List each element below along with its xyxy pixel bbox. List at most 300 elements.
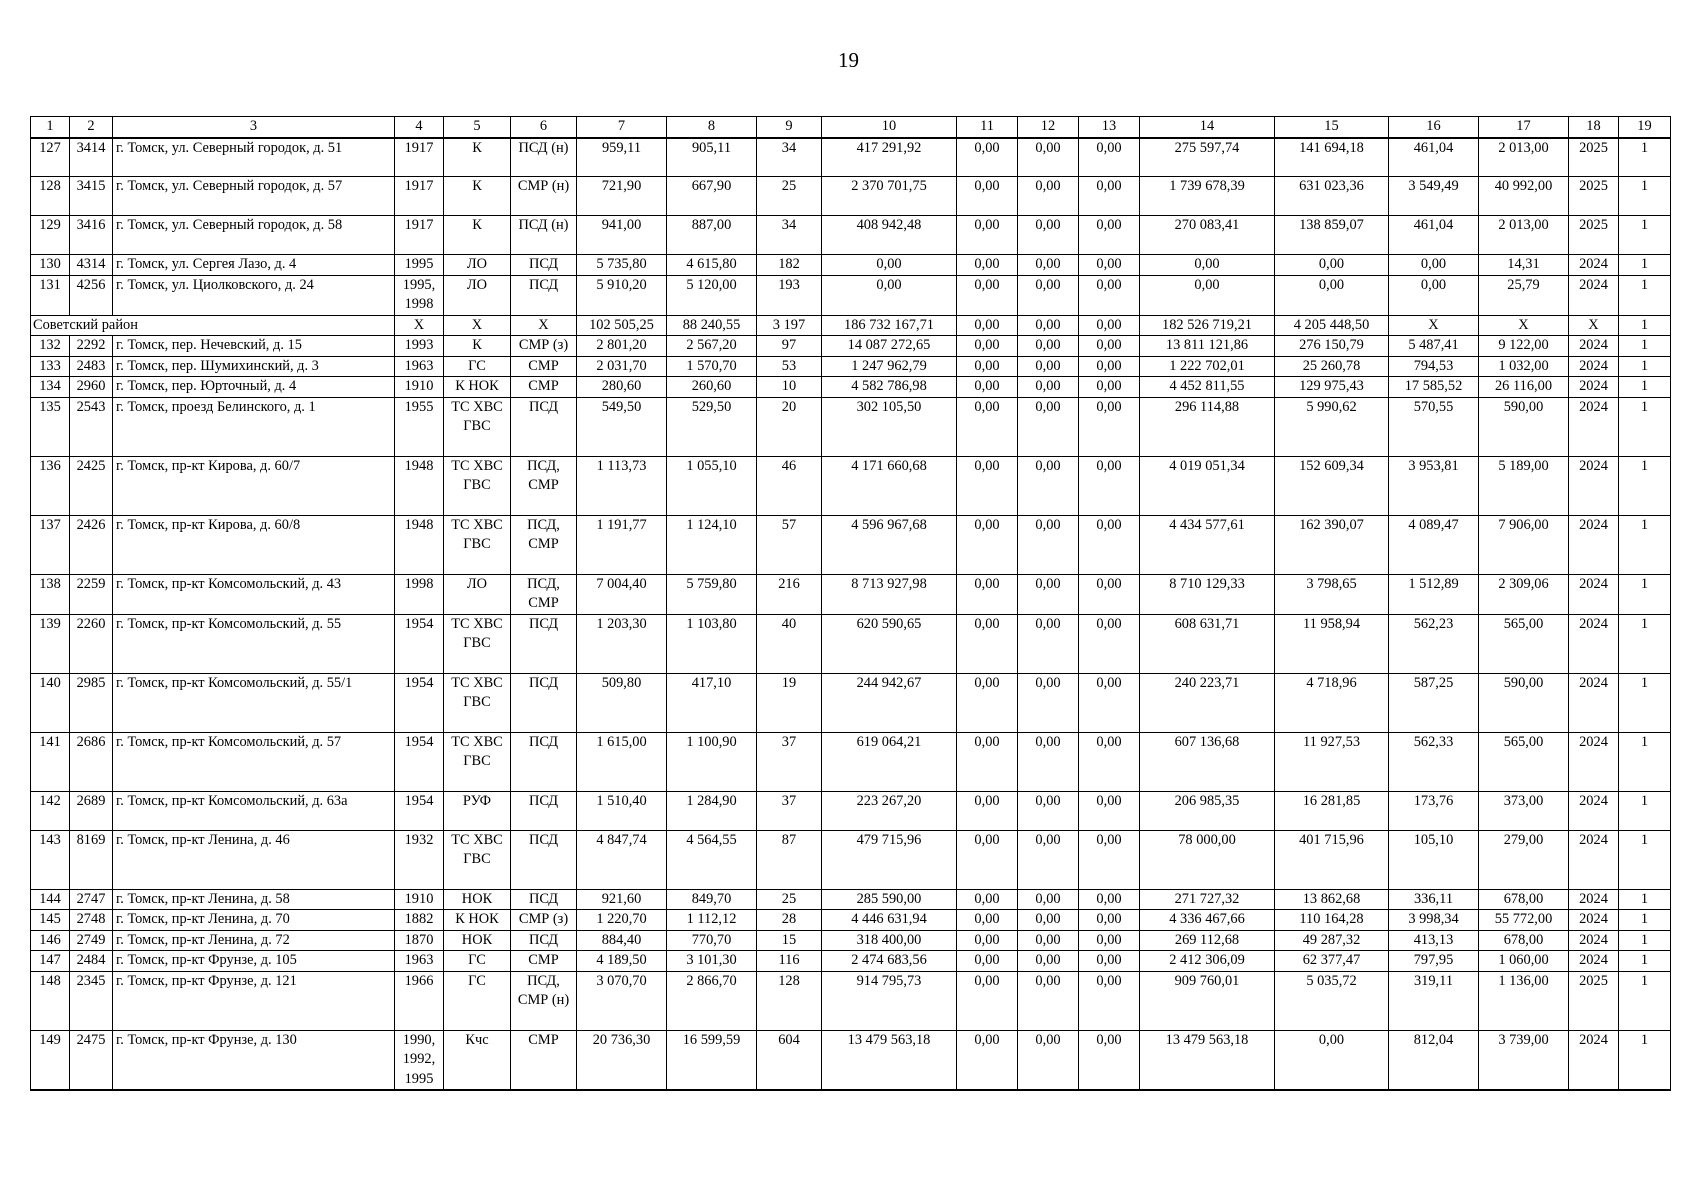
table-cell: 147	[31, 951, 70, 972]
table-cell: 128	[31, 177, 70, 216]
table-cell: 2475	[70, 1030, 113, 1090]
table-cell: 2 567,20	[667, 336, 757, 357]
table-cell: Х	[395, 315, 444, 336]
table-cell: 2024	[1569, 255, 1619, 276]
table-row	[31, 456, 1671, 515]
table-cell: 2024	[1569, 336, 1619, 357]
table-cell: 1 100,90	[667, 732, 757, 791]
table-cell: ТС ХВС ГВС	[444, 732, 511, 791]
table-cell: 37	[757, 732, 822, 791]
table-cell: 0,00	[1140, 255, 1275, 276]
table-cell: 152 609,34	[1275, 456, 1389, 515]
table-cell: 0,00	[957, 336, 1018, 357]
table-cell: 1932	[395, 830, 444, 889]
column-number: 5	[444, 117, 511, 138]
table-cell: 608 631,71	[1140, 614, 1275, 673]
table-cell: 0,00	[957, 830, 1018, 889]
table-cell: 1	[1619, 275, 1671, 315]
table-cell: Х	[444, 315, 511, 336]
address-cell: г. Томск, пр-кт Комсомольский, д. 63а	[113, 791, 395, 830]
table-cell: 0,00	[1079, 1030, 1140, 1090]
column-number: 13	[1079, 117, 1140, 138]
table-cell: СМР (н)	[511, 177, 577, 216]
table-cell: 3 798,65	[1275, 574, 1389, 614]
table-row	[31, 732, 1671, 791]
table-cell: 193	[757, 275, 822, 315]
table-cell: 144	[31, 889, 70, 910]
table-cell: 770,70	[667, 930, 757, 951]
address-cell: г. Томск, пр-кт Кирова, д. 60/8	[113, 515, 395, 574]
table-cell: 408 942,48	[822, 216, 957, 255]
table-cell: 0,00	[1389, 255, 1479, 276]
table-cell: 1	[1619, 138, 1671, 177]
table-cell: 105,10	[1389, 830, 1479, 889]
table-row	[31, 791, 1671, 830]
table-cell: 0,00	[1079, 255, 1140, 276]
table-cell: 25,79	[1479, 275, 1569, 315]
table-cell: 1	[1619, 216, 1671, 255]
table-cell: 4 336 467,66	[1140, 910, 1275, 931]
table-cell: К	[444, 177, 511, 216]
table-cell: 57	[757, 515, 822, 574]
table-cell: 25	[757, 177, 822, 216]
table-cell: 302 105,50	[822, 397, 957, 456]
table-cell: 11 927,53	[1275, 732, 1389, 791]
table-cell: 0,00	[957, 574, 1018, 614]
address-cell: г. Томск, пр-кт Комсомольский, д. 43	[113, 574, 395, 614]
table-cell: ПСД	[511, 732, 577, 791]
table-cell: 3 998,34	[1389, 910, 1479, 931]
table-cell: 0,00	[1079, 397, 1140, 456]
table-cell: 1 112,12	[667, 910, 757, 931]
table-cell: 269 112,68	[1140, 930, 1275, 951]
table-cell: 138	[31, 574, 70, 614]
table-cell: 0,00	[1079, 315, 1140, 336]
table-cell: СМР	[511, 951, 577, 972]
table-cell: 2025	[1569, 216, 1619, 255]
table-cell: 5 990,62	[1275, 397, 1389, 456]
table-cell: 549,50	[577, 397, 667, 456]
table-cell: 2960	[70, 377, 113, 398]
table-cell: 1 060,00	[1479, 951, 1569, 972]
table-cell: 1	[1619, 889, 1671, 910]
table-cell: 49 287,32	[1275, 930, 1389, 951]
table-cell: 13 479 563,18	[1140, 1030, 1275, 1090]
table-cell: 142	[31, 791, 70, 830]
table-cell: 143	[31, 830, 70, 889]
table-cell: 133	[31, 356, 70, 377]
table-cell: НОК	[444, 930, 511, 951]
table-cell: 270 083,41	[1140, 216, 1275, 255]
table-cell: 1 510,40	[577, 791, 667, 830]
table-row	[31, 377, 1671, 398]
table-cell: 5 120,00	[667, 275, 757, 315]
table-cell: 34	[757, 216, 822, 255]
table-row	[31, 830, 1671, 889]
table-cell: 1 284,90	[667, 791, 757, 830]
table-cell: 1 203,30	[577, 614, 667, 673]
table-cell: 2024	[1569, 275, 1619, 315]
table-cell: ПСД	[511, 791, 577, 830]
table-cell: 812,04	[1389, 1030, 1479, 1090]
table-cell: 2 013,00	[1479, 138, 1569, 177]
table-cell: 0,00	[1079, 732, 1140, 791]
table-row	[31, 515, 1671, 574]
table-cell: 0,00	[1018, 336, 1079, 357]
table-cell: 1	[1619, 910, 1671, 931]
table-cell: 336,11	[1389, 889, 1479, 910]
column-number: 12	[1018, 117, 1079, 138]
column-number: 7	[577, 117, 667, 138]
table-cell: 1955	[395, 397, 444, 456]
table-cell: 37	[757, 791, 822, 830]
table-cell: 0,00	[1018, 889, 1079, 910]
table-cell: 797,95	[1389, 951, 1479, 972]
region-name: Советский район	[31, 315, 395, 336]
table-cell: СМР	[511, 377, 577, 398]
table-cell: 914 795,73	[822, 971, 957, 1030]
table-cell: 14 087 272,65	[822, 336, 957, 357]
table-cell: 1917	[395, 138, 444, 177]
table-cell: 1 739 678,39	[1140, 177, 1275, 216]
table-cell: ТС ХВС ГВС	[444, 515, 511, 574]
table-cell: 3 070,70	[577, 971, 667, 1030]
table-cell: 1	[1619, 336, 1671, 357]
table-cell: 0,00	[957, 397, 1018, 456]
table-cell: ПСД, СМР (н)	[511, 971, 577, 1030]
table-cell: 97	[757, 336, 822, 357]
table-cell: 0,00	[1018, 315, 1079, 336]
table-cell: 0,00	[822, 275, 957, 315]
table-cell: 0,00	[1018, 574, 1079, 614]
table-cell: ГС	[444, 356, 511, 377]
table-cell: 0,00	[1018, 177, 1079, 216]
table-cell: 240 223,71	[1140, 673, 1275, 732]
table-cell: 26 116,00	[1479, 377, 1569, 398]
address-cell: г. Томск, пр-кт Ленина, д. 72	[113, 930, 395, 951]
table-cell: 138 859,07	[1275, 216, 1389, 255]
address-cell: г. Томск, пер. Нечевский, д. 15	[113, 336, 395, 357]
table-cell: 0,00	[1275, 1030, 1389, 1090]
table-cell: 2 309,06	[1479, 574, 1569, 614]
column-number: 2	[70, 117, 113, 138]
table-cell: 2024	[1569, 930, 1619, 951]
table-cell: ГС	[444, 951, 511, 972]
table-cell: 2 412 306,09	[1140, 951, 1275, 972]
table-cell: К НОК	[444, 910, 511, 931]
column-number: 8	[667, 117, 757, 138]
table-cell: 0,00	[1079, 971, 1140, 1030]
table-cell: Х	[1479, 315, 1569, 336]
table-cell: 25	[757, 889, 822, 910]
table-cell: 102 505,25	[577, 315, 667, 336]
table-cell: 1917	[395, 216, 444, 255]
table-cell: 1870	[395, 930, 444, 951]
table-cell: Х	[1569, 315, 1619, 336]
table-cell: 129 975,43	[1275, 377, 1389, 398]
table-cell: 2024	[1569, 951, 1619, 972]
address-cell: г. Томск, пр-кт Кирова, д. 60/7	[113, 456, 395, 515]
table-cell: 1948	[395, 456, 444, 515]
table-cell: 8169	[70, 830, 113, 889]
table-cell: 2749	[70, 930, 113, 951]
table-cell: 0,00	[1079, 275, 1140, 315]
table-cell: 0,00	[1018, 614, 1079, 673]
table-cell: 128	[757, 971, 822, 1030]
table-cell: 417,10	[667, 673, 757, 732]
column-number: 1	[31, 117, 70, 138]
table-cell: 2689	[70, 791, 113, 830]
table-cell: 0,00	[1079, 574, 1140, 614]
table-cell: 0,00	[957, 951, 1018, 972]
table-cell: ТС ХВС ГВС	[444, 673, 511, 732]
table-cell: 373,00	[1479, 791, 1569, 830]
table-cell: 5 035,72	[1275, 971, 1389, 1030]
table-row	[31, 356, 1671, 377]
table-cell: 0,00	[1079, 377, 1140, 398]
table-cell: 4 446 631,94	[822, 910, 957, 931]
table-cell: 0,00	[1140, 275, 1275, 315]
table-cell: К	[444, 336, 511, 357]
table-cell: 0,00	[1018, 255, 1079, 276]
table-cell: 0,00	[1079, 614, 1140, 673]
table-cell: 1	[1619, 971, 1671, 1030]
table-cell: 941,00	[577, 216, 667, 255]
table-row	[31, 177, 1671, 216]
table-cell: 1 512,89	[1389, 574, 1479, 614]
address-cell: г. Томск, пр-кт Ленина, д. 58	[113, 889, 395, 910]
table-cell: 0,00	[957, 910, 1018, 931]
address-cell: г. Томск, пр-кт Комсомольский, д. 55/1	[113, 673, 395, 732]
table-cell: 721,90	[577, 177, 667, 216]
table-row	[31, 930, 1671, 951]
table-cell: 78 000,00	[1140, 830, 1275, 889]
table-cell: 0,00	[1079, 951, 1140, 972]
table-cell: 587,25	[1389, 673, 1479, 732]
table-cell: 0,00	[1018, 732, 1079, 791]
table-cell: 0,00	[822, 255, 957, 276]
table-cell: 921,60	[577, 889, 667, 910]
table-cell: 2024	[1569, 732, 1619, 791]
table-row	[31, 574, 1671, 614]
table-cell: 1	[1619, 673, 1671, 732]
table-cell: 1 222 702,01	[1140, 356, 1275, 377]
table-cell: ПСД	[511, 673, 577, 732]
table-cell: 0,00	[957, 614, 1018, 673]
table-cell: 2985	[70, 673, 113, 732]
table-cell: 136	[31, 456, 70, 515]
table-cell: 565,00	[1479, 614, 1569, 673]
table-cell: 678,00	[1479, 889, 1569, 910]
table-cell: 562,33	[1389, 732, 1479, 791]
table-cell: 260,60	[667, 377, 757, 398]
table-cell: 7 004,40	[577, 574, 667, 614]
table-cell: 1 191,77	[577, 515, 667, 574]
column-number: 19	[1619, 117, 1671, 138]
housing-register-table	[30, 116, 1671, 1091]
table-cell: 2 013,00	[1479, 216, 1569, 255]
table-cell: 145	[31, 910, 70, 931]
table-cell: 0,00	[1079, 889, 1140, 910]
table-cell: 401 715,96	[1275, 830, 1389, 889]
table-cell: 0,00	[1079, 830, 1140, 889]
table-cell: ПСД	[511, 830, 577, 889]
table-cell: 20 736,30	[577, 1030, 667, 1090]
table-cell: 141	[31, 732, 70, 791]
table-row	[31, 614, 1671, 673]
table-cell: 2483	[70, 356, 113, 377]
table-cell: 0,00	[957, 889, 1018, 910]
table-cell: 0,00	[957, 275, 1018, 315]
table-cell: 3 739,00	[1479, 1030, 1569, 1090]
table-cell: ПСД, СМР	[511, 515, 577, 574]
address-cell: г. Томск, пр-кт Комсомольский, д. 55	[113, 614, 395, 673]
table-cell: 1995	[395, 255, 444, 276]
table-cell: 40 992,00	[1479, 177, 1569, 216]
table-row	[31, 255, 1671, 276]
table-cell: 1 055,10	[667, 456, 757, 515]
table-cell: 127	[31, 138, 70, 177]
table-cell: 1954	[395, 732, 444, 791]
table-cell: 182	[757, 255, 822, 276]
table-cell: 1 615,00	[577, 732, 667, 791]
table-cell: 275 597,74	[1140, 138, 1275, 177]
table-cell: 1990, 1992, 1995	[395, 1030, 444, 1090]
table-cell: 216	[757, 574, 822, 614]
table-cell: 132	[31, 336, 70, 357]
table-cell: К НОК	[444, 377, 511, 398]
table-cell: Х	[511, 315, 577, 336]
table-cell: 140	[31, 673, 70, 732]
table-cell: 0,00	[1079, 216, 1140, 255]
table-cell: 884,40	[577, 930, 667, 951]
table-cell: Х	[1389, 315, 1479, 336]
address-cell: г. Томск, пр-кт Ленина, д. 70	[113, 910, 395, 931]
table-cell: 25 260,78	[1275, 356, 1389, 377]
table-cell: 0,00	[957, 177, 1018, 216]
table-cell: 139	[31, 614, 70, 673]
table-cell: 149	[31, 1030, 70, 1090]
table-cell: 0,00	[957, 315, 1018, 336]
table-cell: 3 101,30	[667, 951, 757, 972]
table-cell: 19	[757, 673, 822, 732]
column-number-row	[31, 117, 1671, 138]
table-cell: ТС ХВС ГВС	[444, 830, 511, 889]
table-cell: 88 240,55	[667, 315, 757, 336]
table-cell: 8 710 129,33	[1140, 574, 1275, 614]
table-cell: 0,00	[957, 456, 1018, 515]
column-number: 17	[1479, 117, 1569, 138]
table-cell: ЛО	[444, 275, 511, 315]
table-cell: 173,76	[1389, 791, 1479, 830]
table-cell: 0,00	[1079, 673, 1140, 732]
table-cell: 4256	[70, 275, 113, 315]
table-cell: 2024	[1569, 889, 1619, 910]
table-cell: 0,00	[1079, 910, 1140, 931]
table-cell: ПСД (н)	[511, 216, 577, 255]
table-cell: 2024	[1569, 515, 1619, 574]
table-cell: 244 942,67	[822, 673, 957, 732]
table-row	[31, 910, 1671, 931]
table-cell: 4 596 967,68	[822, 515, 957, 574]
table-cell: 1	[1619, 951, 1671, 972]
table-cell: 607 136,68	[1140, 732, 1275, 791]
table-cell: ПСД	[511, 614, 577, 673]
table-cell: 887,00	[667, 216, 757, 255]
table-cell: 1993	[395, 336, 444, 357]
table-cell: 2025	[1569, 971, 1619, 1030]
table-cell: 1882	[395, 910, 444, 931]
table-cell: СМР	[511, 356, 577, 377]
table-cell: 5 487,41	[1389, 336, 1479, 357]
table-cell: 0,00	[1079, 138, 1140, 177]
table-cell: 461,04	[1389, 216, 1479, 255]
table-cell: 1966	[395, 971, 444, 1030]
table-cell: 135	[31, 397, 70, 456]
table-cell: 4 189,50	[577, 951, 667, 972]
table-cell: 0,00	[957, 732, 1018, 791]
table-cell: 162 390,07	[1275, 515, 1389, 574]
table-cell: 909 760,01	[1140, 971, 1275, 1030]
table-cell: 53	[757, 356, 822, 377]
table-cell: 130	[31, 255, 70, 276]
page-number: 19	[838, 48, 859, 72]
table-cell: 40	[757, 614, 822, 673]
table-cell: 0,00	[957, 138, 1018, 177]
table-cell: 1995, 1998	[395, 275, 444, 315]
table-cell: 2024	[1569, 830, 1619, 889]
table-cell: 0,00	[957, 377, 1018, 398]
table-cell: 562,23	[1389, 614, 1479, 673]
table-cell: 2425	[70, 456, 113, 515]
table-cell: 509,80	[577, 673, 667, 732]
table-cell: 285 590,00	[822, 889, 957, 910]
table-cell: 5 910,20	[577, 275, 667, 315]
column-number: 14	[1140, 117, 1275, 138]
column-number: 16	[1389, 117, 1479, 138]
table-cell: 0,00	[1018, 910, 1079, 931]
table-cell: 116	[757, 951, 822, 972]
table-cell: 2024	[1569, 614, 1619, 673]
table-cell: 1	[1619, 456, 1671, 515]
table-cell: 1	[1619, 255, 1671, 276]
table-cell: 2747	[70, 889, 113, 910]
address-cell: г. Томск, пр-кт Фрунзе, д. 121	[113, 971, 395, 1030]
table-cell: 0,00	[1018, 138, 1079, 177]
table-cell: 4 019 051,34	[1140, 456, 1275, 515]
table-cell: 1910	[395, 889, 444, 910]
column-number: 3	[113, 117, 395, 138]
table-cell: 2024	[1569, 910, 1619, 931]
column-number: 10	[822, 117, 957, 138]
table-cell: СМР (з)	[511, 910, 577, 931]
table-cell: 417 291,92	[822, 138, 957, 177]
table-cell: 141 694,18	[1275, 138, 1389, 177]
table-cell: 3414	[70, 138, 113, 177]
table-cell: 28	[757, 910, 822, 931]
table-cell: 631 023,36	[1275, 177, 1389, 216]
region-total-row	[31, 315, 1671, 336]
table-cell: 1954	[395, 673, 444, 732]
table-cell: 1	[1619, 791, 1671, 830]
column-number: 11	[957, 117, 1018, 138]
table-cell: 1	[1619, 830, 1671, 889]
table-cell: 2259	[70, 574, 113, 614]
table-cell: 131	[31, 275, 70, 315]
table-cell: 0,00	[1018, 951, 1079, 972]
table-cell: 1	[1619, 930, 1671, 951]
table-cell: 110 164,28	[1275, 910, 1389, 931]
